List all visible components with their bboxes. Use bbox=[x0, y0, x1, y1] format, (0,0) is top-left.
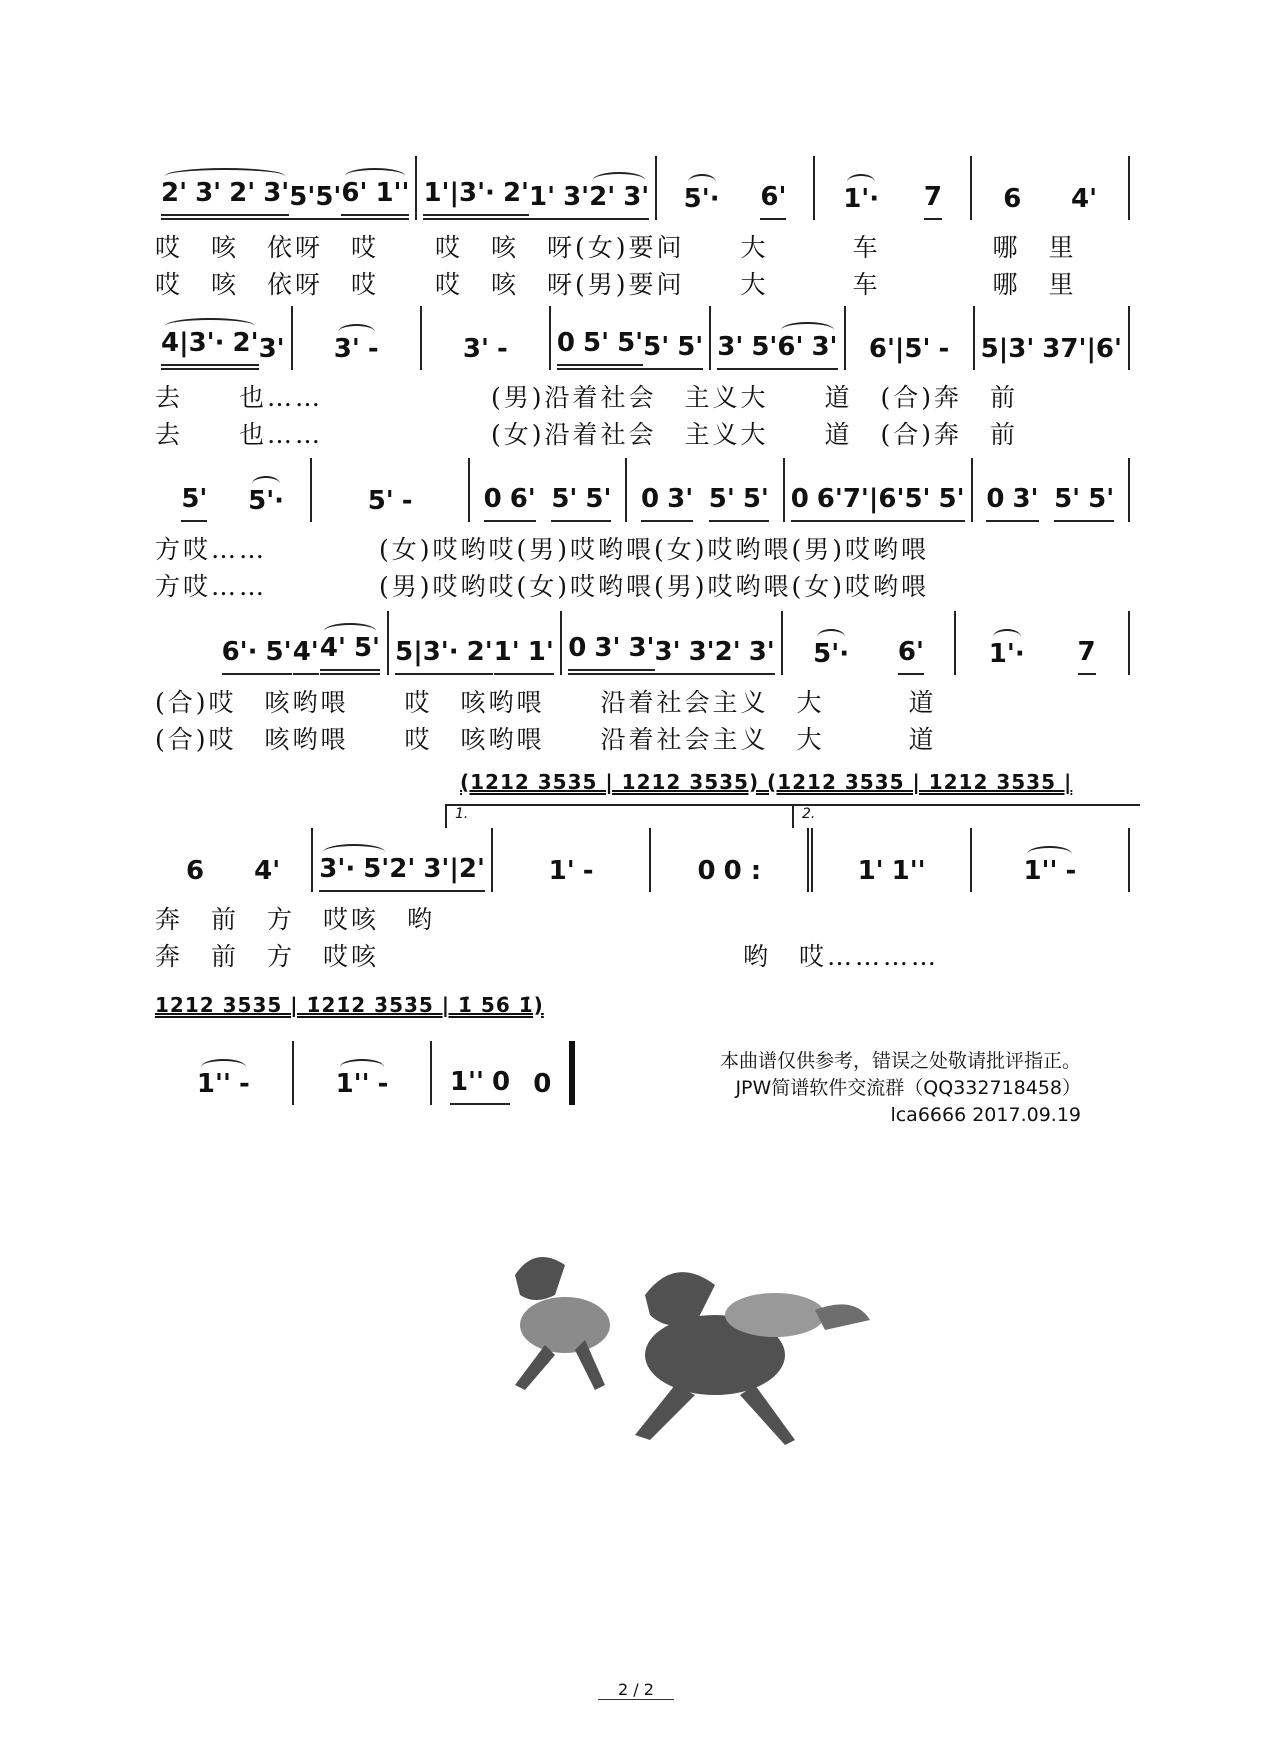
note-group bbox=[643, 332, 703, 370]
note: 2' bbox=[502, 178, 529, 208]
note: 5'· bbox=[683, 184, 720, 214]
note-group bbox=[289, 182, 315, 220]
note-group bbox=[186, 856, 204, 892]
staff-system bbox=[155, 1035, 575, 1105]
note-group bbox=[1003, 184, 1021, 220]
accompaniment-line: (1212 3535 | 1212 3535) (1212 3535 | 1212 3535 | bbox=[460, 770, 1073, 794]
measure bbox=[972, 828, 1130, 892]
note-group bbox=[981, 334, 1122, 370]
note: 1' bbox=[527, 637, 554, 667]
note: 1'|3'· bbox=[423, 178, 495, 208]
measure bbox=[783, 611, 957, 675]
note: 0 bbox=[491, 1067, 511, 1097]
note: 6 bbox=[186, 856, 205, 886]
note-group bbox=[341, 178, 409, 220]
note-group bbox=[529, 182, 589, 220]
measure bbox=[975, 306, 1130, 370]
note-group bbox=[813, 639, 849, 675]
note: 5' bbox=[1054, 484, 1081, 514]
note-group bbox=[1071, 184, 1097, 220]
note-group bbox=[319, 854, 389, 892]
note: 5|3'· bbox=[395, 637, 459, 667]
note: 3'|2' bbox=[423, 854, 485, 884]
measure bbox=[312, 458, 469, 522]
note-group bbox=[463, 334, 508, 370]
lyrics-line: 去 也…… (男)沿着社会 主义大 道 (合)奔 前 bbox=[155, 383, 1019, 412]
lyrics-line: 哎 咳 依呀 哎 哎 咳 呀(女)要问 大 车 哪 里 bbox=[155, 233, 1077, 262]
note: 0 bbox=[641, 484, 660, 514]
note: 5'· bbox=[248, 486, 285, 516]
note: 1'' bbox=[335, 1069, 370, 1099]
note: 5' bbox=[585, 484, 612, 514]
note: 7 bbox=[923, 182, 942, 212]
measure bbox=[389, 611, 563, 675]
note-group bbox=[197, 1069, 250, 1105]
note: 5' bbox=[742, 484, 769, 514]
note: 37'|6' bbox=[1042, 334, 1122, 364]
note: 2' bbox=[161, 178, 188, 208]
page-number bbox=[0, 1680, 1272, 1699]
note: 1'' bbox=[891, 856, 926, 886]
note-group bbox=[222, 637, 292, 675]
dash: - bbox=[367, 334, 379, 364]
note: 5' bbox=[708, 484, 735, 514]
lyrics-line: (合)哎 咳哟喂 哎 咳哟喂 沿着社会主义 大 道 bbox=[155, 688, 937, 717]
note: 3' bbox=[688, 637, 715, 667]
note: 3' bbox=[717, 332, 744, 362]
measure bbox=[294, 1041, 433, 1105]
note-group bbox=[791, 484, 905, 522]
measure bbox=[155, 156, 417, 220]
lyrics-line: 方哎…… (男)哎哟哎(女)哎哟喂(男)哎哟喂(女)哎哟喂 bbox=[155, 572, 930, 601]
note-group bbox=[843, 184, 879, 220]
note: 3' bbox=[654, 637, 681, 667]
note: 4' bbox=[254, 856, 281, 886]
note: 1' bbox=[529, 182, 556, 212]
note: 5' bbox=[363, 854, 390, 884]
measure bbox=[711, 306, 845, 370]
lyrics-line: 去 也…… (女)沿着社会 主义大 道 (合)奔 前 bbox=[155, 420, 1019, 449]
note-group bbox=[898, 637, 924, 675]
page-number-text: 2 / 2 bbox=[598, 1680, 674, 1700]
note: 0 bbox=[556, 328, 576, 358]
note: 5' bbox=[583, 328, 610, 358]
note: 1'' bbox=[375, 178, 410, 208]
note: 5' bbox=[367, 486, 394, 516]
note: 5'· bbox=[813, 639, 850, 669]
note-group bbox=[698, 856, 762, 892]
note-group bbox=[389, 854, 485, 892]
dash: - bbox=[377, 1069, 389, 1099]
measure bbox=[627, 458, 784, 522]
measure bbox=[215, 611, 389, 675]
note-group bbox=[717, 332, 777, 370]
note: 3' bbox=[563, 182, 590, 212]
note: 5' bbox=[617, 328, 644, 358]
note: 5|3' bbox=[980, 334, 1035, 364]
measure bbox=[562, 611, 782, 675]
note-group bbox=[568, 633, 654, 675]
credit-line: JPW简谱软件交流群（QQ332718458） bbox=[735, 1077, 1082, 1099]
note: 3' bbox=[667, 484, 694, 514]
note-group bbox=[320, 633, 380, 675]
note-group bbox=[589, 182, 649, 220]
note: 1' bbox=[857, 856, 884, 886]
note-group bbox=[494, 637, 554, 675]
measure bbox=[657, 156, 815, 220]
note: 5' bbox=[181, 484, 208, 514]
measure bbox=[813, 828, 971, 892]
note: 5' bbox=[315, 182, 342, 212]
note: 0 bbox=[790, 484, 809, 514]
measure bbox=[972, 156, 1130, 220]
note-group bbox=[684, 184, 720, 220]
credits bbox=[720, 1048, 1081, 1129]
note-group bbox=[1054, 484, 1114, 522]
note: 2' bbox=[229, 178, 256, 208]
note: 6'· bbox=[221, 637, 258, 667]
note: 3' bbox=[623, 182, 650, 212]
horses-ink-painting bbox=[495, 1235, 875, 1450]
note: 3' bbox=[628, 633, 655, 663]
note-group bbox=[904, 484, 964, 522]
note: 1' bbox=[548, 856, 575, 886]
note: 6'|5' bbox=[868, 334, 931, 364]
lyrics-line: 哎 咳 依呀 哎 哎 咳 呀(男)要问 大 车 哪 里 bbox=[155, 270, 1077, 299]
note: 1'· bbox=[988, 639, 1025, 669]
note-group bbox=[551, 484, 611, 522]
note: 2' bbox=[714, 637, 741, 667]
volta-bracket: 1. bbox=[445, 804, 795, 828]
staff-system bbox=[155, 822, 1130, 892]
note: 3' bbox=[594, 633, 621, 663]
note-group bbox=[161, 178, 289, 220]
dash: - bbox=[582, 856, 594, 886]
note: 6'7'|6' bbox=[816, 484, 905, 514]
note-group bbox=[924, 182, 942, 220]
note: 4' bbox=[319, 633, 346, 663]
credit-line: lca6666 2017.09.19 bbox=[890, 1104, 1082, 1126]
note-group bbox=[986, 484, 1038, 522]
note-group bbox=[423, 178, 529, 220]
note-group bbox=[858, 856, 926, 892]
note-group bbox=[293, 637, 319, 675]
note: 6 bbox=[1003, 184, 1022, 214]
note: 3' bbox=[748, 637, 775, 667]
note: 5' bbox=[353, 633, 381, 663]
dash: - bbox=[938, 334, 950, 364]
note-group bbox=[655, 637, 715, 675]
note: 4' bbox=[292, 637, 319, 667]
note-group bbox=[760, 182, 786, 220]
measure bbox=[846, 306, 975, 370]
measure bbox=[155, 1041, 294, 1105]
note: 3' bbox=[1012, 484, 1039, 514]
note-group bbox=[641, 484, 693, 522]
measure bbox=[973, 458, 1130, 522]
dash: - bbox=[238, 1069, 250, 1099]
staff-system bbox=[155, 300, 1130, 370]
note-group bbox=[549, 856, 594, 892]
note: 5' bbox=[643, 332, 670, 362]
dash: - bbox=[401, 486, 413, 516]
note: 1'· bbox=[843, 184, 880, 214]
lyrics-line: (合)哎 咳哟喂 哎 咳哟喂 沿着社会主义 大 道 bbox=[155, 725, 937, 754]
note: 1' bbox=[493, 637, 520, 667]
staff-system bbox=[215, 605, 1130, 675]
note-group bbox=[248, 486, 284, 522]
note: 5' bbox=[904, 484, 931, 514]
note-group bbox=[1078, 637, 1096, 675]
note: 0 bbox=[697, 856, 716, 886]
dash: - bbox=[496, 334, 508, 364]
note: 0 : bbox=[723, 856, 762, 886]
note: 6' bbox=[341, 178, 368, 208]
note: 1'' bbox=[196, 1069, 231, 1099]
note: 2' bbox=[232, 328, 259, 358]
note: 2' bbox=[589, 182, 616, 212]
measure bbox=[155, 828, 313, 892]
measure bbox=[551, 306, 711, 370]
note-group bbox=[777, 332, 837, 370]
note: 4|3'· bbox=[161, 328, 225, 358]
note: 5' bbox=[677, 332, 704, 362]
note: 3' bbox=[195, 178, 222, 208]
note-group bbox=[259, 334, 285, 370]
note-group bbox=[1023, 856, 1076, 892]
note: 4' bbox=[1071, 184, 1098, 214]
note: 3' bbox=[811, 332, 838, 362]
staff-system bbox=[155, 150, 1130, 220]
note: 2' bbox=[389, 854, 416, 884]
note-group bbox=[368, 486, 413, 522]
note: 5' bbox=[751, 332, 778, 362]
lyrics-line: 方哎…… (女)哎哟哎(男)哎哟喂(女)哎哟喂(男)哎哟喂 bbox=[155, 535, 930, 564]
measure bbox=[432, 1041, 575, 1105]
note: 3'· bbox=[319, 854, 356, 884]
note: 3' bbox=[263, 178, 290, 208]
note: 3' bbox=[462, 334, 489, 364]
volta-bracket: 2. bbox=[792, 804, 1140, 828]
note: 0 bbox=[483, 484, 502, 514]
note-group bbox=[709, 484, 769, 522]
note: 6' bbox=[777, 332, 804, 362]
note-group bbox=[533, 1069, 551, 1105]
note: 3' bbox=[333, 334, 360, 364]
note: 0 bbox=[568, 633, 587, 663]
note-group bbox=[989, 639, 1025, 675]
measure bbox=[155, 306, 293, 370]
note: 0 bbox=[986, 484, 1005, 514]
note: 0 bbox=[533, 1069, 552, 1099]
measure bbox=[470, 458, 627, 522]
note-group bbox=[715, 637, 775, 675]
note: 3' bbox=[258, 334, 285, 364]
measure bbox=[956, 611, 1130, 675]
measure bbox=[313, 828, 493, 892]
note: 5' bbox=[1088, 484, 1115, 514]
note: 5' bbox=[938, 484, 965, 514]
credit-line: 本曲谱仅供参考，错误之处敬请批评指正。 bbox=[720, 1050, 1082, 1072]
note: 5' bbox=[551, 484, 578, 514]
note-group bbox=[336, 1069, 389, 1105]
note: 5' bbox=[289, 182, 316, 212]
note-group bbox=[395, 637, 493, 675]
measure bbox=[417, 156, 657, 220]
note-group bbox=[315, 182, 341, 220]
note: 1'' bbox=[1023, 856, 1058, 886]
note-group bbox=[557, 328, 643, 370]
measure bbox=[493, 828, 651, 892]
note: 2' bbox=[466, 637, 493, 667]
note: 7 bbox=[1077, 637, 1096, 667]
lyrics-line: 奔 前 方 哎咳 哟 哎………… bbox=[155, 942, 940, 971]
note: 6' bbox=[760, 182, 787, 212]
note-group bbox=[161, 328, 259, 370]
note-group bbox=[484, 484, 536, 522]
note-group bbox=[450, 1067, 510, 1105]
accompaniment-line: 1212 3535 | 1̇21̇2 3̇53̇5 | 1̇ 56̇ 1̇) bbox=[155, 993, 544, 1017]
measure bbox=[422, 306, 551, 370]
measure bbox=[155, 458, 312, 522]
note-group bbox=[869, 334, 949, 370]
measure bbox=[293, 306, 422, 370]
note: 6' bbox=[509, 484, 536, 514]
measure bbox=[815, 156, 973, 220]
lyrics-line: 奔 前 方 哎咳 哟 bbox=[155, 905, 436, 934]
note: 6' bbox=[897, 637, 924, 667]
dash: - bbox=[1065, 856, 1077, 886]
note-group bbox=[254, 856, 280, 892]
note: 1'' bbox=[449, 1067, 484, 1097]
note: 5' bbox=[265, 637, 292, 667]
measure bbox=[785, 458, 973, 522]
measure bbox=[651, 828, 813, 892]
note-group bbox=[181, 484, 207, 522]
note-group bbox=[334, 334, 379, 370]
staff-system bbox=[155, 452, 1130, 522]
